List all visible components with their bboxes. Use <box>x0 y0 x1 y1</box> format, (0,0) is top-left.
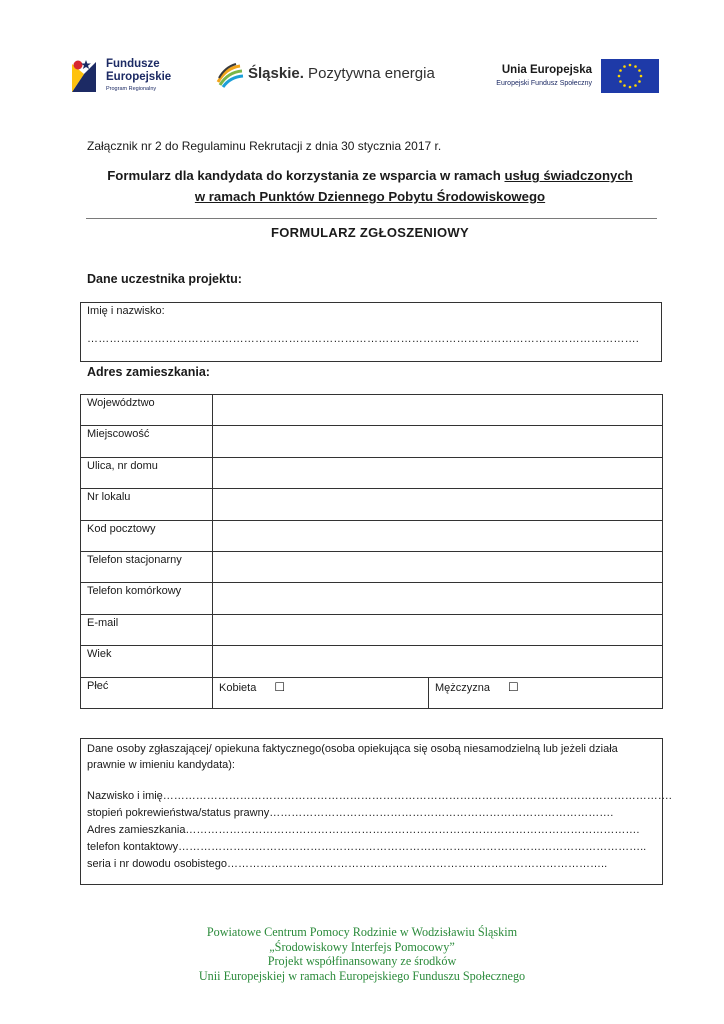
male-label: Mężczyzna <box>435 681 491 694</box>
address-row-label: Kod pocztowy <box>81 520 213 551</box>
address-row-input[interactable] <box>213 520 663 551</box>
address-row-input[interactable] <box>213 489 663 520</box>
gender-female-option[interactable] <box>213 677 429 708</box>
fundusze-subtitle: Program Regionalny <box>106 86 157 92</box>
address-row <box>81 646 663 677</box>
eu-subtitle: Europejski Fundusz Społeczny <box>496 80 592 87</box>
document-title-line2: w ramach Punktów Dziennego Pobytu Środowiskowego <box>194 189 546 204</box>
address-row-input[interactable] <box>213 457 663 488</box>
guardian-intro: Dane osoby zgłaszającej/ opiekuna faktycznego(osoba opiekująca się osobą niesamodzielną lub jeżeli działa prawnie w imieniu kandydata): <box>87 743 618 771</box>
eu-label <box>470 64 592 87</box>
eu-title: Unia Europejska <box>501 64 592 76</box>
title-divider <box>86 218 657 219</box>
name-field[interactable] <box>80 302 662 362</box>
guardian-box <box>80 738 672 885</box>
address-row <box>81 457 663 488</box>
slaskie-bold: Śląskie. <box>248 65 304 82</box>
address-row-label: Ulica, nr domu <box>81 457 213 488</box>
footer-line3: Projekt współfinansowany ze środków <box>267 954 457 968</box>
female-checkbox[interactable]: ☐ <box>274 679 286 694</box>
address-row-label: Telefon stacjonarny <box>81 551 213 582</box>
fundusze-title <box>106 58 171 84</box>
address-row <box>81 583 663 614</box>
slaskie-swoosh-icon <box>216 62 244 88</box>
slaskie-text <box>248 65 435 82</box>
female-label: Kobieta <box>219 681 257 694</box>
name-dotted-line: …………………………………………………………………………………………………………………………………. <box>87 333 640 345</box>
guardian-id-line[interactable]: seria i nr dowodu osobistego………………………………………………………………………………………….. <box>87 858 608 870</box>
male-checkbox[interactable]: ☐ <box>508 679 519 694</box>
address-row-label: Nr lokalu <box>81 489 213 520</box>
eu-flag-icon <box>601 59 659 93</box>
fundusze-europejskie-mark-icon <box>70 56 98 94</box>
fundusze-line1: Fundusze <box>106 58 160 70</box>
title-line1-plain: Formularz dla kandydata do korzystania ze wsparcia w ramach <box>107 168 505 183</box>
address-row-label: Miejscowość <box>81 426 213 457</box>
slaskie-rest: Pozytywna energia <box>303 65 435 82</box>
fundusze-europejskie-logo <box>70 56 195 96</box>
address-row-label: Wiek <box>81 646 213 677</box>
form-title: FORMULARZ ZGŁOSZENIOWY <box>271 225 469 240</box>
section-participant-label: Dane uczestnika projektu: <box>87 272 242 286</box>
section-address-label: Adres zamieszkania: <box>87 365 210 379</box>
address-row <box>81 520 663 551</box>
address-row-input[interactable] <box>213 646 663 677</box>
name-label: Imię i nazwisko: <box>87 305 165 317</box>
address-row <box>81 614 663 645</box>
gender-male-option[interactable] <box>429 677 663 708</box>
footer-line4: Unii Europejskiej w ramach Europejskiego Funduszu Społecznego <box>198 968 526 983</box>
gender-label: Płeć <box>81 677 213 708</box>
guardian-name-line[interactable]: Nazwisko i imię…………………………………………………………………………………………………………………………. <box>87 790 672 802</box>
footer-line2: „Środowiskowy Interfejs Pomocowy” <box>269 939 455 954</box>
fundusze-line2: Europejskie <box>106 71 172 83</box>
address-row-input[interactable] <box>213 395 663 426</box>
title-line1-underlined: usług świadczonych <box>504 168 633 183</box>
logo-bar <box>0 0 724 110</box>
address-row-input[interactable] <box>213 583 663 614</box>
document-title-line1 <box>60 168 680 183</box>
slaskie-logo <box>216 62 446 88</box>
address-table <box>80 394 663 709</box>
guardian-relation-line[interactable]: stopień pokrewieństwa/status prawny…………………………………………………………………………………. <box>87 807 614 819</box>
address-row-input[interactable] <box>213 551 663 582</box>
address-row-input[interactable] <box>213 614 663 645</box>
guardian-address-line[interactable]: Adres zamieszkania……………………………………………………………………………………………………………. <box>87 824 640 836</box>
address-row-label: Województwo <box>81 395 213 426</box>
address-row-label: Telefon komórkowy <box>81 583 213 614</box>
address-row-input[interactable] <box>213 426 663 457</box>
footer-line1: Powiatowe Centrum Pomocy Rodzinie w Wodzisławiu Śląskim <box>206 925 518 939</box>
address-row <box>81 426 663 457</box>
address-row <box>81 395 663 426</box>
address-row <box>81 489 663 520</box>
annex-note: Załącznik nr 2 do Regulaminu Rekrutacji z dnia 30 stycznia 2017 r. <box>87 139 442 153</box>
address-row <box>81 551 663 582</box>
footer <box>112 925 612 983</box>
guardian-phone-line[interactable]: telefon kontaktowy……………………………………………………………………………………………………………….. <box>87 841 647 853</box>
gender-row <box>81 677 663 708</box>
address-row-label: E-mail <box>81 614 213 645</box>
